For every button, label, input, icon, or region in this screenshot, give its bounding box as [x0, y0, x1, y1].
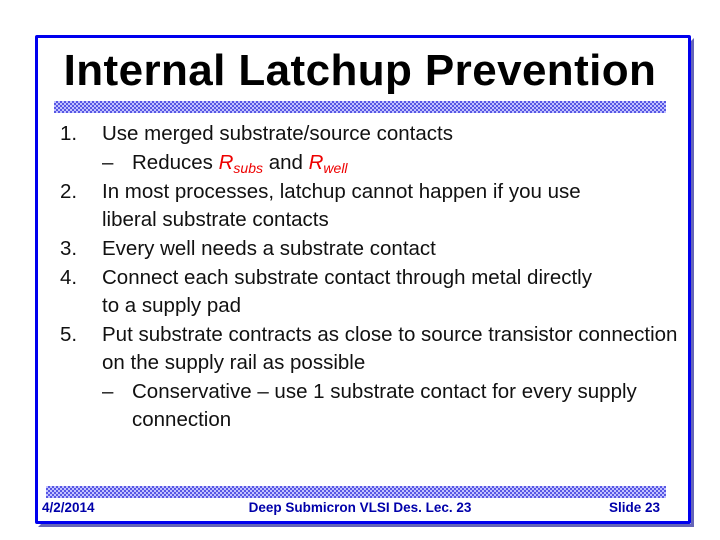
list-number: 3. [60, 237, 78, 260]
list-number: 4. [60, 266, 78, 289]
footer-slide-number: Slide 23 [608, 500, 660, 515]
list-item-text: Use merged substrate/source contacts [102, 122, 453, 145]
dash-bullet: – [102, 380, 114, 403]
list-item-1 [60, 120, 670, 148]
list-item-text: Put substrate contracts as close to source transistor connection on the supply rail as possible [102, 323, 678, 374]
slide-title: Internal Latchup Prevention [63, 46, 657, 95]
footer-date: 4/2/2014 [42, 500, 95, 515]
sub-item-1 [60, 149, 670, 177]
variable-r-well [309, 151, 348, 174]
list-item-3 [60, 235, 670, 263]
list-number: 2. [60, 180, 78, 203]
list-number: 5. [60, 323, 78, 346]
variable-base: R [308, 151, 324, 174]
sub-item-prefix: Reduces [132, 151, 219, 174]
variable-subscript: subs [233, 160, 263, 176]
bottom-decorative-bar [46, 486, 666, 498]
list-item-text: Every well needs a substrate contact [102, 237, 436, 260]
list-item-text: In most processes, latchup cannot happen if you use liberal substrate contacts [102, 180, 581, 231]
list-item-5 [60, 321, 702, 377]
sub-item-text: Conservative – use 1 substrate contact for every supply connection [132, 380, 637, 431]
sub-item-middle: and [263, 151, 309, 174]
footer-course-title: Deep Submicron VLSI Des. Lec. 23 [248, 500, 472, 515]
slide-body [60, 120, 678, 435]
list-item-text: Connect each substrate contact through metal directly to a supply pad [102, 266, 592, 317]
list-number: 1. [60, 122, 78, 145]
variable-r-subs [219, 151, 263, 174]
variable-base: R [218, 151, 234, 174]
list-item-2 [60, 178, 622, 234]
list-item-4 [60, 264, 602, 320]
variable-subscript: well [323, 160, 348, 176]
dash-bullet: – [102, 151, 114, 174]
sub-item-5 [60, 378, 652, 434]
top-decorative-bar [54, 101, 666, 113]
